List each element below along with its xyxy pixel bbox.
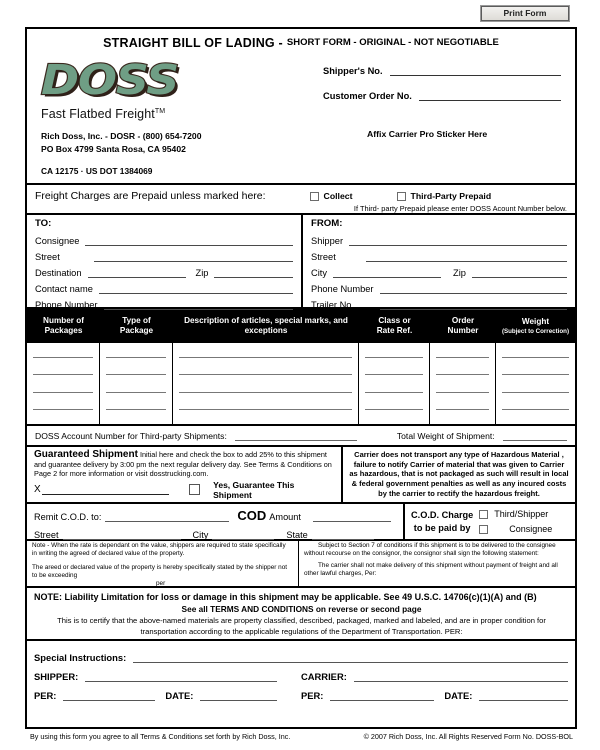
carrier-per-label: PER: <box>301 690 324 701</box>
cod-state-label: State <box>286 530 308 540</box>
shipper-heading: FROM: <box>311 218 343 229</box>
shipment-numbers-block <box>295 53 575 183</box>
table-row-line[interactable] <box>33 374 93 375</box>
third-shipper-label: Third/Shipper <box>494 509 549 519</box>
shipper-signature-input[interactable] <box>85 669 277 682</box>
guarantee-checkbox-label: Yes, Guarantee This Shipment <box>213 479 295 500</box>
table-row-line[interactable] <box>502 374 569 375</box>
customer-order-no-label: Customer Order No. <box>323 91 412 101</box>
cod-section <box>27 502 575 539</box>
certification-text: This is to certify that the above-named materials are property classified, described, packaged, marked and labeled, and are in proper condition for transportation according to the applicable regulations of the Department of Transportation. PER: <box>57 616 546 636</box>
consignee-option-label: Consignee <box>509 524 553 534</box>
doss-account-input[interactable] <box>235 430 357 441</box>
total-weight-label: Total Weight of Shipment: <box>396 430 495 441</box>
col4-line2: Number <box>447 326 479 335</box>
shipper-row <box>311 262 567 278</box>
table-row-line[interactable] <box>502 392 569 393</box>
table-row-line[interactable] <box>179 409 352 410</box>
company-address <box>41 130 295 155</box>
cod-option-third-shipper[interactable] <box>479 507 552 522</box>
shipper-zip-label: Zip <box>453 268 466 278</box>
table-row-line[interactable] <box>33 392 93 393</box>
cod-charge-block <box>405 504 575 539</box>
logo-tagline <box>41 107 295 121</box>
shipper-name-label: Shipper <box>311 236 344 246</box>
column-header-order-number <box>430 309 496 343</box>
third-shipper-checkbox[interactable] <box>479 510 488 519</box>
shipper-phone-label: Phone Number <box>311 284 374 294</box>
shipper-city-input[interactable] <box>333 266 441 278</box>
per-date-row <box>34 682 568 701</box>
cod-street-label: Street <box>34 530 59 540</box>
goods-table-header <box>27 309 575 343</box>
print-form-button[interactable]: Print Form <box>481 6 569 21</box>
logo-tagline-text: Fast Flatbed Freight <box>41 107 155 121</box>
company-block <box>27 53 295 183</box>
consignee-contact-label: Contact name <box>35 284 93 294</box>
goods-table-body <box>27 343 575 424</box>
cod-option-consignee[interactable] <box>479 522 552 537</box>
table-row-line[interactable] <box>365 392 423 393</box>
freight-charges-row <box>35 185 575 205</box>
form-body <box>25 27 577 729</box>
table-row-line[interactable] <box>33 409 93 410</box>
carrier-per-input[interactable] <box>330 688 434 701</box>
terms-conditions-text: See all TERMS AND CONDITIONS on reverse or second page <box>181 604 422 614</box>
guaranteed-shipment-block <box>27 447 343 502</box>
declared-per-spacer <box>32 580 156 587</box>
table-row-line[interactable] <box>179 392 352 393</box>
table-column-packages[interactable] <box>27 343 100 424</box>
consignee-row <box>35 230 293 246</box>
table-column-class[interactable] <box>359 343 430 424</box>
cod-charge-line2: to be paid by <box>413 522 471 533</box>
table-row-line[interactable] <box>33 357 93 358</box>
shippers-no-field <box>295 65 575 76</box>
cod-street-input[interactable] <box>63 527 181 540</box>
table-column-weight[interactable] <box>496 343 575 424</box>
table-row-line[interactable] <box>365 357 423 358</box>
remit-cod-input[interactable] <box>105 509 229 522</box>
shipper-row <box>311 278 567 294</box>
doss-logo <box>41 57 295 109</box>
goods-table <box>27 307 575 424</box>
carrier-delivery-text: The carrier shall not make delivery of this shipment without payment of freight and all other lawful charges, Per: <box>304 562 558 578</box>
cod-address-row <box>34 522 397 540</box>
guaranteed-shipment-title: Guaranteed Shipment <box>34 449 138 460</box>
col4-line1: Order <box>451 315 475 325</box>
logo-wordmark: DOSS <box>41 56 179 104</box>
shipper-row <box>311 294 567 310</box>
consignee-column <box>27 215 301 310</box>
shipper-carrier-row <box>34 663 568 682</box>
fine-print-right <box>299 541 575 586</box>
col2-line2: exceptions <box>244 326 288 335</box>
table-row-line[interactable] <box>502 409 569 410</box>
signature-section <box>27 639 575 701</box>
collect-checkbox[interactable] <box>310 192 319 201</box>
guaranteed-shipment-body: Initial here and check the box to add 25% to this shipment and guarantee delivery by 3:00 pm the next regular delivery day. See Terms & Conditions on Page 2 for more information or visit dosstrucking.com. <box>34 450 332 479</box>
fine-print-section <box>27 539 575 586</box>
freight-charges-text: Freight Charges are Prepaid unless marked here: <box>35 190 266 202</box>
trailer-no-label: Trailer No. <box>311 300 355 310</box>
consignee-row <box>35 246 293 262</box>
footer-copyright-text: © 2007 Rich Doss, Inc. All Rights Reserved Form No. DOSS-BOL <box>363 732 573 741</box>
freight-charges-block <box>27 183 575 213</box>
shipper-street-input[interactable] <box>366 250 567 262</box>
table-column-type[interactable] <box>100 343 173 424</box>
table-row-line[interactable] <box>106 374 166 375</box>
consignee-phone-label: Phone Number <box>35 300 98 310</box>
col0-line2: Packages <box>44 326 83 335</box>
table-row-line[interactable] <box>106 392 166 393</box>
special-instructions-label: Special Instructions: <box>34 652 127 663</box>
consignee-destination-input[interactable] <box>88 266 186 278</box>
collect-option[interactable] <box>310 191 353 201</box>
collect-label: Collect <box>323 191 353 201</box>
table-column-description[interactable] <box>173 343 359 424</box>
table-row-line[interactable] <box>179 374 352 375</box>
initial-mark: X <box>34 484 41 496</box>
consignee-street-label: Street <box>35 252 60 262</box>
address-line-1: Rich Doss, Inc. - DOSR - (800) 654-7200 <box>41 131 202 141</box>
table-column-order[interactable] <box>430 343 496 424</box>
table-row-line[interactable] <box>436 374 489 375</box>
declared-per-label: per <box>156 580 166 588</box>
cod-city-input[interactable] <box>212 527 274 540</box>
shipper-row <box>311 246 567 262</box>
trademark-mark: TM <box>154 107 166 115</box>
carrier-signature-field <box>301 669 568 682</box>
shipper-per-label: PER: <box>34 690 57 701</box>
license-line: CA 12175 · US DOT 1384069 <box>41 166 153 176</box>
remit-cod-label: Remit C.O.D. to: <box>34 512 102 522</box>
cod-amount-input[interactable] <box>313 509 391 522</box>
col5-small: (Subject to Correction) <box>501 327 570 335</box>
shipper-phone-input[interactable] <box>380 282 567 294</box>
shipper-signature-field <box>34 669 301 682</box>
consignee-row <box>35 294 293 310</box>
guarantee-text-wrap <box>34 450 335 479</box>
cod-remit-row <box>34 504 397 522</box>
doss-account-label: DOSS Account Number for Third-party Shipments: <box>35 430 227 441</box>
customer-order-no-field <box>295 90 575 101</box>
total-weight-input[interactable] <box>503 430 567 441</box>
third-party-prepaid-label: Third-Party Prepaid <box>410 191 492 201</box>
guarantee-checkbox[interactable] <box>189 484 200 495</box>
third-party-prepaid-option[interactable] <box>397 191 492 201</box>
cod-charge-label <box>411 509 473 535</box>
shipper-zip-input[interactable] <box>472 266 567 278</box>
col3-line2: Rate Ref. <box>376 326 413 335</box>
carrier-date-label: DATE: <box>444 690 473 701</box>
guarantee-signature-row <box>34 480 335 500</box>
shipper-per-input[interactable] <box>63 688 155 701</box>
table-row-line[interactable] <box>502 357 569 358</box>
special-instructions-input[interactable] <box>133 650 568 663</box>
col1-line2: Package <box>119 326 154 335</box>
hazmat-notice-text: Carrier does not transport any type of Hazardous Material , failure to notify Carrier of material that was given to Carrier as hazardous, that is not packaged as such will result in local & federal government penalties as well as any incured costs by the carrier to rectify the hazardous freight. <box>349 450 569 498</box>
cod-word: COD <box>237 508 267 523</box>
col0-line1: Number of <box>43 315 84 325</box>
section7-text: Subject to Section 7 of conditions if this shipment is to be delivered to the consignee without recourse on the consignor, the consignor shall sign the following statement: <box>304 542 556 558</box>
column-header-type-of-package <box>100 309 173 343</box>
consignee-checkbox[interactable] <box>479 525 488 534</box>
column-header-number-of-packages <box>27 309 100 343</box>
declared-value-note: Note - When the rate is dependant on the value, shippers are required to state specifically in writing the agreed of declared value of the property. <box>32 542 286 558</box>
third-party-prepaid-checkbox[interactable] <box>397 192 406 201</box>
page-title <box>27 29 575 53</box>
guarantee-initial-input[interactable] <box>42 484 170 495</box>
declared-per-row <box>32 580 292 587</box>
cod-charge-options <box>479 507 552 537</box>
consignee-name-input[interactable] <box>85 234 293 246</box>
consignee-street-input[interactable] <box>94 250 293 262</box>
account-row <box>27 424 575 445</box>
table-row-line[interactable] <box>179 357 352 358</box>
affix-sticker-note: Affix Carrier Pro Sticker Here <box>367 129 488 139</box>
table-row-line[interactable] <box>436 409 489 410</box>
print-toolbar <box>0 4 600 24</box>
consignee-zip-label: Zip <box>195 268 209 278</box>
shippers-no-label: Shipper's No. <box>323 66 383 76</box>
column-header-weight <box>496 309 575 343</box>
shipper-column <box>301 215 575 310</box>
consignee-destination-label: Destination <box>35 268 82 278</box>
footer <box>27 730 577 741</box>
col1-line1: Type of <box>122 315 151 325</box>
cod-remit-block <box>27 504 405 539</box>
consignee-zip-input[interactable] <box>214 266 293 278</box>
table-row-line[interactable] <box>106 357 166 358</box>
table-row-line[interactable] <box>436 392 489 393</box>
carrier-signature-input[interactable] <box>354 669 568 682</box>
col5-line1: Weight <box>521 317 550 326</box>
column-header-description <box>173 309 359 343</box>
address-line-2: PO Box 4799 Santa Rosa, CA 95402 <box>41 143 186 154</box>
consignee-heading: TO: <box>35 218 52 229</box>
shipper-signature-label: SHIPPER: <box>34 671 79 682</box>
consignee-name-label: Consignee <box>35 236 80 246</box>
table-row-line[interactable] <box>106 409 166 410</box>
hazmat-notice-block <box>343 447 575 502</box>
liability-note-block <box>27 586 575 639</box>
shipper-name-input[interactable] <box>349 234 567 246</box>
header-block <box>27 53 575 183</box>
shipper-city-label: City <box>311 268 328 278</box>
footer-terms-text: By using this form you agree to all Terms & Conditions set forth by Rich Doss, Inc. <box>30 732 291 741</box>
col3-line1: Class or <box>378 315 411 325</box>
carrier-per-date-field <box>301 688 568 701</box>
title-subtitle: SHORT FORM - ORIGINAL - NOT NEGOTIABLE <box>286 37 499 48</box>
address-section <box>27 213 575 310</box>
consignee-row <box>35 278 293 294</box>
third-party-note: If Third- party Prepaid please enter DOSS Acount Number below. <box>353 204 567 213</box>
carrier-date-input[interactable] <box>479 688 568 701</box>
special-instructions-row <box>34 644 568 663</box>
liability-limitation-text: NOTE: Liability Limitation for loss or damage in this shipment may be applicable. See 49 U.S.C. 14706(c)(1)(A) and (B) <box>34 592 537 602</box>
title-main: STRAIGHT BILL OF LADING - <box>103 35 283 50</box>
col2-line1: Description of articles, special marks, and <box>184 315 348 325</box>
consignee-contact-input[interactable] <box>99 282 293 294</box>
column-header-class-or-rate <box>359 309 430 343</box>
shippers-no-input[interactable] <box>390 65 561 76</box>
declared-value-statement: The areed or declared value of the property is hereby specifically stated by the shipper not to be exceeding <box>32 564 288 580</box>
shipper-date-label: DATE: <box>165 690 194 701</box>
table-row-line[interactable] <box>365 409 423 410</box>
guarantee-hazmat-section <box>27 445 575 502</box>
cod-charge-line1: C.O.D. Charge <box>411 509 474 520</box>
cod-state-input[interactable] <box>312 527 374 540</box>
customer-order-no-input[interactable] <box>419 90 561 101</box>
table-row-line[interactable] <box>436 357 489 358</box>
cod-amount-label: Amount <box>269 512 301 522</box>
shipper-row <box>311 230 567 246</box>
shipper-street-label: Street <box>311 252 336 262</box>
cod-city-label: City <box>192 530 209 540</box>
shipper-date-input[interactable] <box>200 688 277 701</box>
carrier-signature-label: CARRIER: <box>301 671 347 682</box>
consignee-row <box>35 262 293 278</box>
shipper-per-date-field <box>34 688 301 701</box>
table-row-line[interactable] <box>365 374 423 375</box>
fine-print-left <box>27 541 299 586</box>
